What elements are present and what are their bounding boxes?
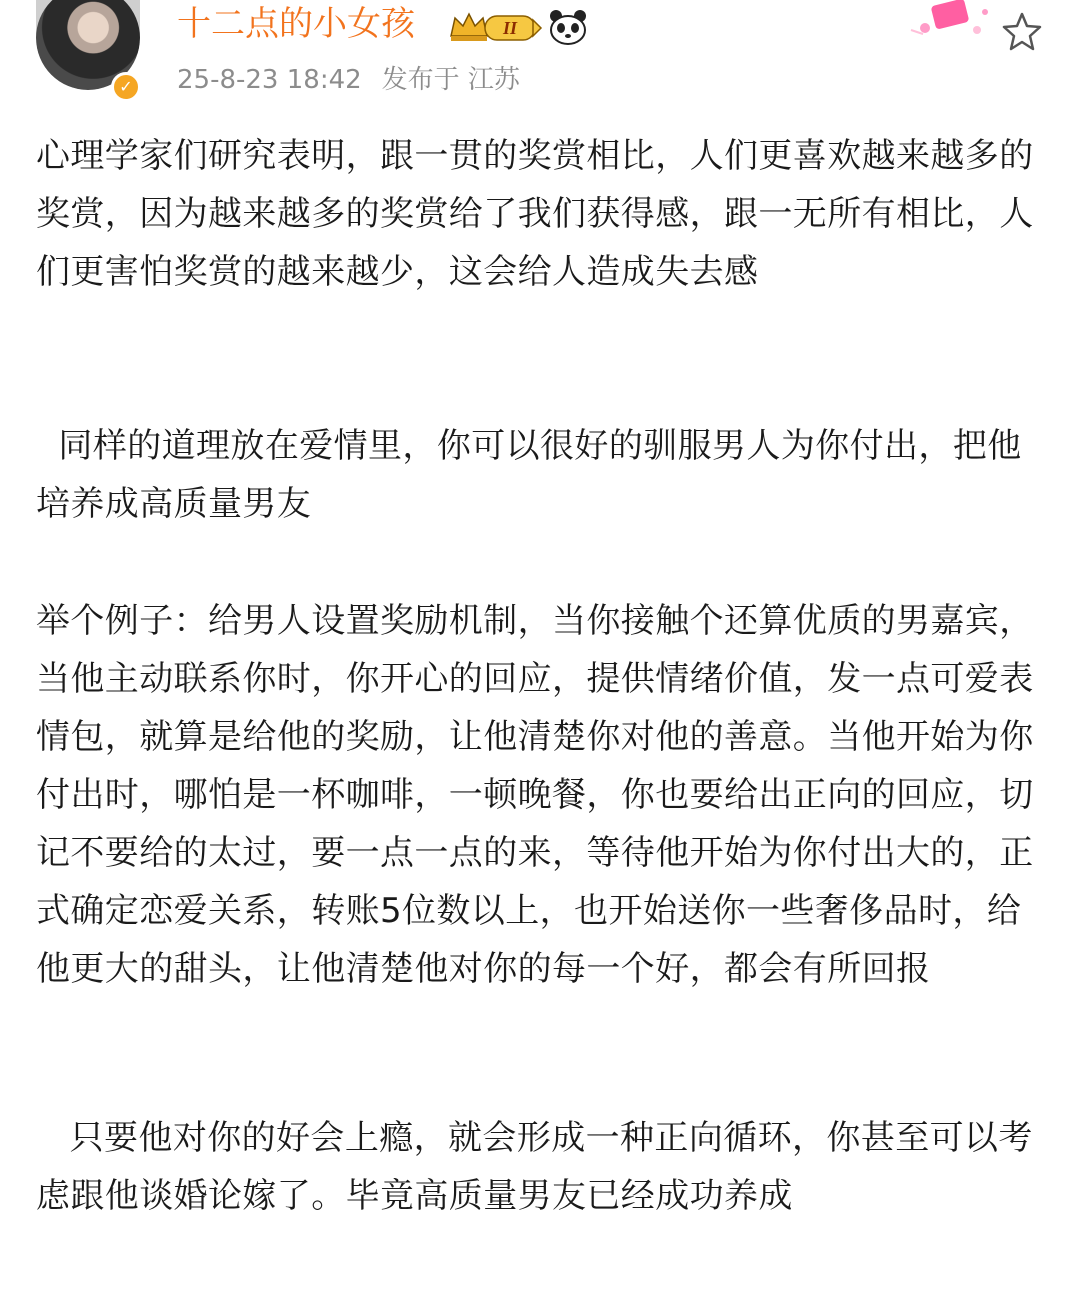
paragraph-2: 同样的道理放在爱情里，你可以很好的驯服男人为你付出，把他培养成高质量男友	[36, 426, 1022, 524]
decorative-sticker	[905, 0, 997, 40]
timestamp: 25-8-23 18:42	[177, 65, 362, 95]
username[interactable]: 十二点的小女孩	[177, 4, 415, 44]
vip-level: II	[502, 18, 518, 38]
paragraph-4: 只要他对你的好会上瘾，就会形成一种正向循环，你甚至可以考虑跟他谈婚论嫁了。毕竟高质量男友已经成功养成	[36, 1118, 1033, 1216]
post-meta	[177, 62, 520, 98]
panda-icon	[548, 8, 588, 46]
star-icon[interactable]	[1000, 10, 1044, 54]
paragraph-3: 举个例子：给男人设置奖励机制，当你接触个还算优质的男嘉宾，当他主动联系你时，你开心的回应，提供情绪价值，发一点可爱表情包，就算是给他的奖励，让他清楚你对他的善意。当他开始为你付出时，哪怕是一杯咖啡，一顿晚餐，你也要给出正向的回应，切记不要给的太过，要一点一点的来，等待他开始为你付出大的，正式确定恋爱关系，转账5位数以上，也开始送你一些奢侈品时，给他更大的甜头，让他清楚他对你的每一个好，都会有所回报	[36, 601, 1034, 989]
paragraph-1: 心理学家们研究表明，跟一贯的奖赏相比，人们更喜欢越来越多的奖赏，因为越来越多的奖赏给了我们获得感，跟一无所有相比，人们更害怕奖赏的越来越少，这会给人造成失去感	[36, 136, 1034, 292]
crown-vip-badge-icon[interactable]	[447, 10, 543, 44]
location: 发布于 江苏	[381, 65, 520, 95]
verified-badge-icon: ✓	[111, 72, 141, 102]
